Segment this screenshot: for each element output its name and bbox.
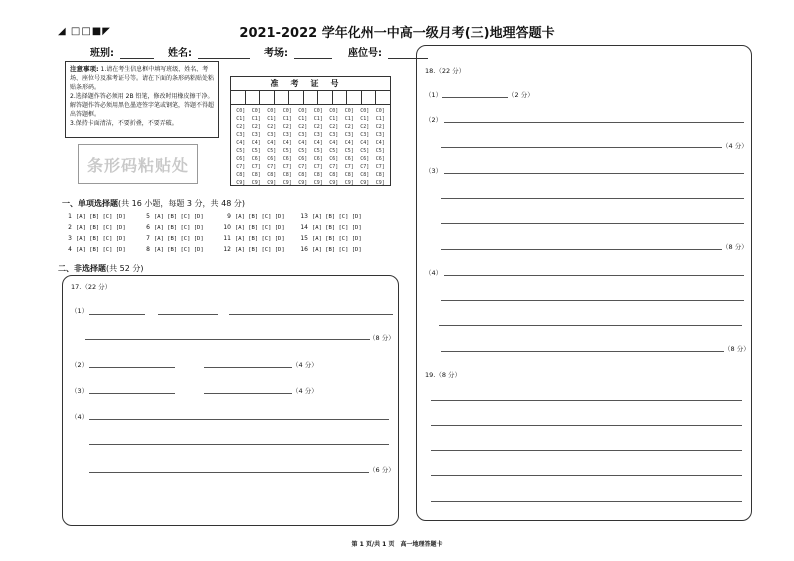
mc-question-number: 8	[146, 246, 150, 253]
q17-4-line-a[interactable]	[89, 419, 389, 420]
q19-line-1[interactable]	[431, 400, 742, 401]
exam-id-bubble[interactable]: C5]	[344, 148, 354, 154]
notice-heading: 注意事项:	[70, 65, 99, 73]
exam-id-bubble[interactable]: C5]	[375, 148, 385, 154]
exam-id-bubble[interactable]: C3]	[282, 132, 292, 138]
exam-id-bubble[interactable]: C6]	[375, 156, 385, 162]
exam-id-bubble[interactable]: C0]	[267, 108, 277, 114]
mc-option-bubbles[interactable]: [A] [B] [C] [D]	[154, 246, 204, 253]
exam-id-bubble[interactable]: C2]	[251, 124, 261, 130]
q18-part-3: （3）	[425, 167, 443, 175]
exam-id-bubble[interactable]: C5]	[298, 148, 308, 154]
exam-id-bubble[interactable]: C1]	[360, 116, 370, 122]
exam-id-bubble[interactable]: C2]	[267, 124, 277, 130]
mc-option-bubbles[interactable]: [A] [B] [C] [D]	[235, 235, 285, 242]
exam-id-bubble[interactable]: C1]	[344, 116, 354, 122]
mc-question-number: 16	[300, 246, 308, 253]
exam-id-bubble[interactable]: C4]	[282, 140, 292, 146]
q17-label: 17.（22 分）	[71, 283, 112, 291]
exam-id-bubble[interactable]: C9]	[267, 180, 277, 186]
exam-id-column[interactable]	[295, 107, 311, 187]
mc-question-row[interactable]	[62, 213, 126, 220]
exam-id-bubble[interactable]: C0]	[251, 108, 261, 114]
exam-id-bubble[interactable]: C7]	[267, 164, 277, 170]
q17-part-4: （4）	[71, 413, 89, 421]
class-field[interactable]	[120, 47, 154, 59]
q18-2-score: （4 分）	[722, 142, 748, 150]
exam-id-column[interactable]	[264, 107, 280, 187]
exam-id-bubble[interactable]: C1]	[375, 116, 385, 122]
room-label: 考场:	[264, 48, 288, 59]
mc-question-number: 10	[223, 224, 231, 231]
page-title: 2021-2022 学年化州一中高一级月考(三)地理答题卡	[239, 26, 555, 41]
mc-question-row[interactable]	[298, 235, 362, 242]
mc-question-row[interactable]	[62, 246, 126, 253]
exam-id-bubble[interactable]: C9]	[344, 180, 354, 186]
exam-id-bubble[interactable]: C6]	[313, 156, 323, 162]
exam-id-bubble[interactable]: C0]	[375, 108, 385, 114]
q17-1-line-a[interactable]	[89, 314, 145, 315]
exam-id-bubble[interactable]: C0]	[313, 108, 323, 114]
mc-question-number: 14	[300, 224, 308, 231]
exam-id-column[interactable]	[280, 107, 296, 187]
exam-id-bubble[interactable]: C8]	[267, 172, 277, 178]
name-label: 姓名:	[168, 48, 192, 59]
mc-question-row[interactable]	[221, 235, 285, 242]
mc-question-row[interactable]	[298, 213, 362, 220]
mc-question-row[interactable]	[221, 213, 285, 220]
q17-3-line-a[interactable]	[89, 393, 175, 394]
q17-2-line-b[interactable]	[204, 367, 292, 368]
exam-id-bubble[interactable]: C2]	[360, 124, 370, 130]
mc-question-row[interactable]	[140, 235, 204, 242]
q17-part-1: （1）	[71, 307, 89, 315]
exam-id-bubble[interactable]: C7]	[251, 164, 261, 170]
exam-id-bubble[interactable]: C9]	[375, 180, 385, 186]
mc-question-row[interactable]	[221, 224, 285, 231]
exam-id-bubble[interactable]: C1]	[313, 116, 323, 122]
exam-id-bubble[interactable]: C0]	[329, 108, 339, 114]
class-label: 班别:	[90, 48, 114, 59]
q18-4-line-d[interactable]	[441, 351, 724, 352]
mc-question-number: 2	[68, 224, 72, 231]
exam-id-bubble[interactable]: C1]	[267, 116, 277, 122]
mc-question-number: 3	[68, 235, 72, 242]
name-field[interactable]	[198, 47, 250, 59]
q19-line-3[interactable]	[431, 450, 742, 451]
mc-option-bubbles[interactable]: [A] [B] [C] [D]	[154, 224, 204, 231]
exam-id-bubble[interactable]: C4]	[329, 140, 339, 146]
exam-id-bubble[interactable]: C6]	[236, 156, 246, 162]
q18-part-1: （1）	[425, 91, 443, 99]
mc-question-row[interactable]	[62, 235, 126, 242]
q18-3-score: （8 分）	[722, 243, 748, 251]
exam-id-bubble[interactable]: C8]	[375, 172, 385, 178]
mc-option-bubbles[interactable]: [A] [B] [C] [D]	[154, 213, 204, 220]
exam-id-bubble[interactable]: C9]	[236, 180, 246, 186]
notice-box	[65, 61, 219, 138]
exam-id-bubble[interactable]: C7]	[236, 164, 246, 170]
exam-id-title: 准考证号	[231, 77, 390, 91]
exam-id-bubble[interactable]: C3]	[329, 132, 339, 138]
mc-option-bubbles[interactable]: [A] [B] [C] [D]	[312, 235, 362, 242]
exam-id-bubble[interactable]: C5]	[236, 148, 246, 154]
exam-id-bubble[interactable]: C3]	[251, 132, 261, 138]
exam-id-bubble[interactable]: C7]	[298, 164, 308, 170]
exam-id-bubble[interactable]: C2]	[313, 124, 323, 130]
mc-question-row[interactable]	[140, 224, 204, 231]
q18-1-line[interactable]	[442, 97, 508, 98]
q18-3-line-c[interactable]	[441, 223, 744, 224]
exam-id-bubble[interactable]: C1]	[282, 116, 292, 122]
exam-id-column[interactable]	[233, 107, 249, 187]
section-2-title: 二、非选择题	[58, 264, 106, 273]
q18-3-line-d[interactable]	[441, 249, 722, 250]
q19-line-2[interactable]	[431, 425, 742, 426]
room-field[interactable]	[294, 47, 332, 59]
exam-id-bubble[interactable]: C2]	[375, 124, 385, 130]
mc-question-number: 15	[300, 235, 308, 242]
exam-id-bubble[interactable]: C7]	[375, 164, 385, 170]
exam-id-bubble[interactable]: C8]	[329, 172, 339, 178]
exam-id-bubble[interactable]: C3]	[313, 132, 323, 138]
exam-id-column[interactable]	[311, 107, 327, 187]
exam-id-bubble[interactable]: C9]	[251, 180, 261, 186]
q18-1-score: （2 分）	[508, 91, 534, 99]
notice-line-1: 1.请在考生信息框中填写班级、姓名、考场、座位号及准考证号等。请在下面的条形码粘贴处粘贴条形码。	[70, 66, 215, 91]
q18-q19-answer-box[interactable]	[416, 45, 752, 521]
mc-question-number: 9	[227, 213, 231, 220]
mc-question-number: 12	[223, 246, 231, 253]
exam-id-bubble[interactable]: C9]	[329, 180, 339, 186]
q18-4-line-c[interactable]	[439, 325, 742, 326]
exam-id-bubble[interactable]: C1]	[329, 116, 339, 122]
exam-id-bubble[interactable]: C0]	[282, 108, 292, 114]
exam-id-bubble[interactable]: C3]	[267, 132, 277, 138]
q18-3-line-b[interactable]	[441, 198, 744, 199]
seat-label: 座位号:	[348, 48, 382, 59]
q17-3-line-b[interactable]	[204, 393, 292, 394]
exam-id-bubble[interactable]: C9]	[360, 180, 370, 186]
q18-part-2: （2）	[425, 116, 443, 124]
section-2-note: (共 52 分)	[106, 264, 144, 273]
q19-line-4[interactable]	[431, 475, 742, 476]
exam-id-bubble[interactable]: C4]	[375, 140, 385, 146]
exam-id-bubble[interactable]: C3]	[344, 132, 354, 138]
notice-line-3: 3.保持卡面清洁，不要折叠，不要弄破。	[70, 120, 178, 127]
exam-id-bubble[interactable]: C8]	[313, 172, 323, 178]
q18-2-line-a[interactable]	[444, 122, 744, 123]
exam-id-bubble[interactable]: C6]	[282, 156, 292, 162]
exam-id-column[interactable]	[342, 107, 358, 187]
mc-question-number: 6	[146, 224, 150, 231]
section-1-title: 一、单项选择题	[62, 199, 118, 208]
exam-id-bubble[interactable]: C2]	[282, 124, 292, 130]
exam-id-bubble[interactable]: C3]	[298, 132, 308, 138]
exam-id-bubble[interactable]: C4]	[360, 140, 370, 146]
exam-id-bubble[interactable]: C8]	[236, 172, 246, 178]
exam-id-bubble[interactable]: C7]	[313, 164, 323, 170]
exam-id-bubble[interactable]: C8]	[344, 172, 354, 178]
q17-4-score: （6 分）	[369, 466, 395, 474]
exam-id-bubble[interactable]: C8]	[251, 172, 261, 178]
exam-id-bubble[interactable]: C2]	[344, 124, 354, 130]
exam-id-bubble[interactable]: C4]	[267, 140, 277, 146]
exam-id-bubble[interactable]: C9]	[282, 180, 292, 186]
q17-4-line-c[interactable]	[89, 472, 369, 473]
q18-2-line-b[interactable]	[441, 147, 722, 148]
exam-id-bubble[interactable]: C4]	[236, 140, 246, 146]
student-info-bar	[90, 44, 428, 59]
exam-id-bubble[interactable]: C5]	[267, 148, 277, 154]
exam-id-bubble[interactable]: C6]	[251, 156, 261, 162]
exam-id-bubble[interactable]: C5]	[251, 148, 261, 154]
mc-option-bubbles[interactable]: [A] [B] [C] [D]	[312, 224, 362, 231]
mc-question-number: 4	[68, 246, 72, 253]
exam-id-bubble[interactable]: C7]	[282, 164, 292, 170]
mc-question-row[interactable]	[221, 246, 285, 253]
section-1-note: (共 16 小题，每题 3 分，共 48 分)	[118, 199, 245, 208]
exam-id-column[interactable]	[357, 107, 373, 187]
q17-2-line-a[interactable]	[89, 367, 175, 368]
q17-1-line-c[interactable]	[229, 314, 393, 315]
mc-option-bubbles[interactable]: [A] [B] [C] [D]	[76, 224, 126, 231]
q18-4-line-b[interactable]	[441, 300, 744, 301]
mc-option-bubbles[interactable]: [A] [B] [C] [D]	[235, 213, 285, 220]
q18-part-4: （4）	[425, 269, 443, 277]
mc-option-bubbles[interactable]: [A] [B] [C] [D]	[154, 235, 204, 242]
exam-id-bubble[interactable]: C4]	[298, 140, 308, 146]
mc-question-number: 7	[146, 235, 150, 242]
exam-id-bubble[interactable]: C5]	[282, 148, 292, 154]
q17-2-score: （4 分）	[292, 361, 318, 369]
q18-4-line-a[interactable]	[444, 275, 744, 276]
exam-id-bubble[interactable]: C2]	[236, 124, 246, 130]
mc-option-bubbles[interactable]: [A] [B] [C] [D]	[235, 224, 285, 231]
exam-id-bubble[interactable]: C6]	[267, 156, 277, 162]
exam-id-bubble[interactable]: C8]	[360, 172, 370, 178]
mc-question-row[interactable]	[140, 213, 204, 220]
section-2-heading	[58, 263, 144, 274]
exam-id-write-row[interactable]	[231, 91, 390, 105]
exam-id-bubble[interactable]: C2]	[298, 124, 308, 130]
q17-part-3: （3）	[71, 387, 89, 395]
exam-id-bubble[interactable]: C7]	[344, 164, 354, 170]
mc-question-number: 5	[146, 213, 150, 220]
exam-id-bubble[interactable]: C6]	[298, 156, 308, 162]
q19-label: 19.（8 分）	[425, 371, 462, 379]
exam-id-bubble[interactable]: C5]	[360, 148, 370, 154]
mc-option-bubbles[interactable]: [A] [B] [C] [D]	[76, 235, 126, 242]
q18-3-line-a[interactable]	[444, 173, 744, 174]
exam-id-bubble[interactable]: C3]	[360, 132, 370, 138]
exam-id-bubble[interactable]: C6]	[360, 156, 370, 162]
exam-id-bubble[interactable]: C1]	[298, 116, 308, 122]
exam-id-bubble[interactable]: C0]	[344, 108, 354, 114]
section-1-heading	[62, 198, 245, 209]
q18-label: 18.（22 分）	[425, 67, 466, 75]
mc-question-row[interactable]	[298, 246, 362, 253]
mc-option-bubbles[interactable]: [A] [B] [C] [D]	[312, 213, 362, 220]
exam-id-bubbles[interactable]	[231, 105, 390, 187]
page-footer: 第 1 页/共 1 页 高一地理答题卡	[351, 541, 443, 548]
q17-answer-box[interactable]	[62, 275, 399, 526]
q17-3-score: （4 分）	[292, 387, 318, 395]
exam-id-bubble[interactable]: C5]	[313, 148, 323, 154]
exam-id-bubble[interactable]: C8]	[298, 172, 308, 178]
q17-1-score: （8 分）	[369, 334, 395, 342]
exam-id-bubble[interactable]: C8]	[282, 172, 292, 178]
mc-question-number: 1	[68, 213, 72, 220]
exam-id-bubble[interactable]: C2]	[329, 124, 339, 130]
exam-id-grid	[230, 76, 391, 186]
mc-question-number: 13	[300, 213, 308, 220]
notice-line-2: 2.选择题作答必须用 2B 铅笔，修改时用橡皮擦干净。解答题作答必须用黑色墨迹签字笔或钢笔，答题不得超出答题框。	[70, 93, 215, 118]
exam-id-bubble[interactable]: C9]	[298, 180, 308, 186]
exam-id-column[interactable]	[326, 107, 342, 187]
mc-option-bubbles[interactable]: [A] [B] [C] [D]	[76, 213, 126, 220]
barcode-area[interactable]: 条形码粘贴处	[78, 144, 198, 184]
exam-id-bubble[interactable]: C0]	[360, 108, 370, 114]
exam-id-column[interactable]	[249, 107, 265, 187]
exam-id-bubble[interactable]: C9]	[313, 180, 323, 186]
exam-id-bubble[interactable]: C3]	[236, 132, 246, 138]
exam-id-bubble[interactable]: C6]	[344, 156, 354, 162]
mc-question-row[interactable]	[62, 224, 126, 231]
exam-id-bubble[interactable]: C4]	[344, 140, 354, 146]
mc-option-bubbles[interactable]: [A] [B] [C] [D]	[235, 246, 285, 253]
q17-1-line-d[interactable]	[85, 339, 370, 340]
q18-4-score: （8 分）	[724, 345, 750, 353]
exam-id-bubble[interactable]: C4]	[313, 140, 323, 146]
q19-line-5[interactable]	[431, 501, 742, 502]
exam-id-bubble[interactable]: C7]	[360, 164, 370, 170]
exam-id-bubble[interactable]: C0]	[236, 108, 246, 114]
mc-question-number: 11	[223, 235, 231, 242]
q17-1-line-b[interactable]	[158, 314, 218, 315]
q17-4-line-b[interactable]	[89, 444, 389, 445]
mc-question-row[interactable]	[298, 224, 362, 231]
exam-id-bubble[interactable]: C3]	[375, 132, 385, 138]
exam-id-column[interactable]	[373, 107, 389, 187]
exam-id-bubble[interactable]: C5]	[329, 148, 339, 154]
mc-option-bubbles[interactable]: [A] [B] [C] [D]	[76, 246, 126, 253]
exam-id-bubble[interactable]: C1]	[236, 116, 246, 122]
exam-id-bubble[interactable]: C4]	[251, 140, 261, 146]
mc-option-bubbles[interactable]: [A] [B] [C] [D]	[312, 246, 362, 253]
alignment-marks: ◢ □□■◤	[58, 26, 111, 37]
exam-id-bubble[interactable]: C0]	[298, 108, 308, 114]
exam-id-bubble[interactable]: C1]	[251, 116, 261, 122]
mc-question-row[interactable]	[140, 246, 204, 253]
q17-part-2: （2）	[71, 361, 89, 369]
exam-id-bubble[interactable]: C7]	[329, 164, 339, 170]
exam-id-bubble[interactable]: C6]	[329, 156, 339, 162]
